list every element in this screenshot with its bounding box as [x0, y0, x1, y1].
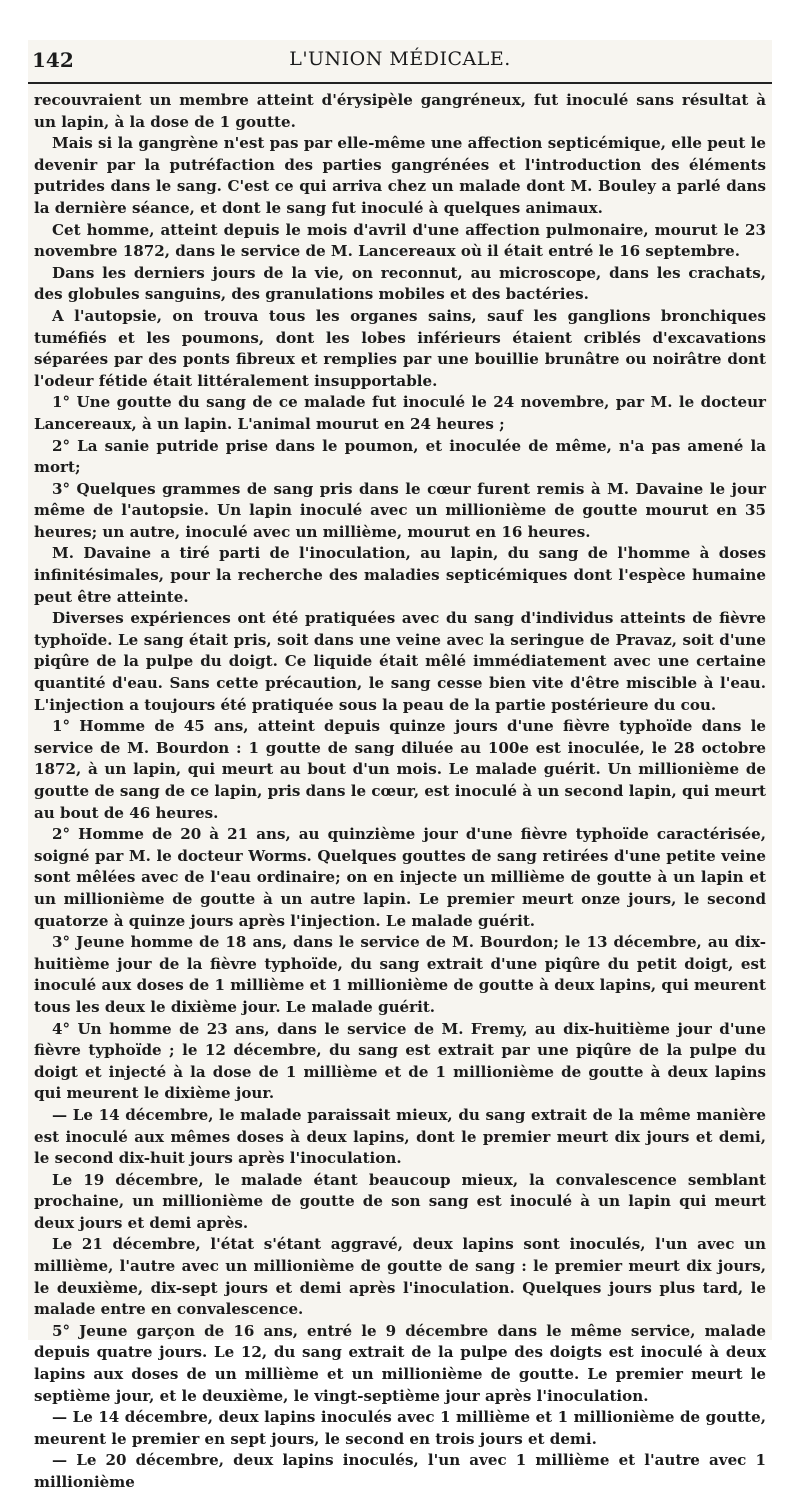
paragraph: 1° Homme de 45 ans, atteint depuis quinze jours d'une fièvre typhoïde dans le service de M. Bourdon : 1 goutte de sang diluée au 100e est inoculée, le 28 octobre 1872, à un lapin, qui meurt au bout d'un mois. Le malade guérit. Un millionième de goutte de sang de ce lapin, pris dans le cœur, est inoculé à un second lapin, qui meurt au bout de 46 heures. [34, 717, 766, 822]
paragraph: Le 21 décembre, l'état s'étant aggravé, deux lapins sont inoculés, l'un avec un millième, l'autre avec un millionième de goutte de sang : le premier meurt dix jours, le deuxième, dix-sept jours et demi après l'inoculation. Quelques jours plus tard, le malade entre en convalescence. [34, 1235, 766, 1319]
paragraph: 3° Quelques grammes de sang pris dans le cœur furent remis à M. Davaine le jour même de l'autopsie. Un lapin inoculé avec un millionième de goutte mourut en 35 heures; un autre, inoculé avec un millième, mourut en 16 heures. [34, 479, 766, 541]
paragraph: — Le 14 décembre, deux lapins inoculés avec 1 millième et 1 millionième de goutte, meurent le premier en sept jours, le second en trois jours et demi. [34, 1408, 766, 1448]
page-number: 142 [32, 48, 74, 72]
paragraph: Le 19 décembre, le malade étant beaucoup mieux, la convalescence semblant prochaine, un millionième de goutte de son sang est inoculé à un lapin qui meurt deux jours et demi après. [34, 1170, 766, 1232]
body-text [28, 84, 772, 1494]
paragraph: Cet homme, atteint depuis le mois d'avril d'une affection pulmonaire, mourut le 23 novembre 1872, dans le service de M. Lancereaux où il était entré le 16 septembre. [34, 220, 766, 261]
paragraph: 2° Homme de 20 à 21 ans, au quinzième jour d'une fièvre typhoïde caractérisée, soigné par M. le docteur Worms. Quelques gouttes de sang retirées d'une petite veine sont mêlées avec de l'eau ordinaire; on en injecte un millième de goutte à un lapin et un millionième de goutte à un autre lapin. Le premier meurt onze jours, le second quatorze à quinze jours après l'injection. Le malade guérit. [34, 825, 766, 930]
running-title: L'UNION MÉDICALE. [289, 48, 511, 70]
paragraph: 4° Un homme de 23 ans, dans le service de M. Fremy, au dix-huitième jour d'une fièvre typhoïde ; le 12 décembre, du sang est extrait par une piqûre de la pulpe du doigt et injecté à la dose de 1 millième et de 1 millionième de goutte à deux lapins qui meurent le dixième jour. [34, 1019, 766, 1103]
paragraph: Dans les derniers jours de la vie, on reconnut, au microscope, dans les crachats, des globules sanguins, des granulations mobiles et des bactéries. [34, 263, 766, 304]
paragraph: Mais si la gangrène n'est pas par elle-même une affection septicémique, elle peut le devenir par la putréfaction des parties gangrénées et l'introduction des éléments putrides dans le sang. C'est ce qui arriva chez un malade dont M. Bouley a parlé dans la dernière séance, et dont le sang fut inoculé à quelques animaux. [34, 134, 766, 217]
paragraph: Diverses expériences ont été pratiquées avec du sang d'individus atteints de fièvre typhoïde. Le sang était pris, soit dans une veine avec la seringue de Pravaz, soit d'une piqûre de la pulpe du doigt. Ce liquide était mêlé immédiatement avec une certaine quantité d'eau. Sans cette précaution, le sang cesse bien vite d'être miscible à l'eau. L'injection a toujours été pratiquée sous la peau de la partie postérieure du cou. [34, 609, 766, 714]
paragraph: — Le 20 décembre, deux lapins inoculés, l'un avec 1 millième et l'autre avec 1 millionième [34, 1451, 766, 1491]
paragraph: 1° Une goutte du sang de ce malade fut inoculé le 24 novembre, par M. le docteur Lancereaux, à un lapin. L'animal mourut en 24 heures ; [34, 393, 766, 433]
paragraph: 3° Jeune homme de 18 ans, dans le service de M. Bourdon; le 13 décembre, au dix-huitième jour de la fièvre typhoïde, du sang extrait d'une piqûre du petit doigt, est inoculé aux doses de 1 millième et 1 millionième de goutte à deux lapins, qui meurent tous les deux le dixième jour. Le malade guérit. [34, 933, 766, 1016]
paragraph: 2° La sanie putride prise dans le poumon, et inoculée de même, n'a pas amené la mort; [34, 436, 766, 477]
paragraph: — Le 14 décembre, le malade paraissait mieux, du sang extrait de la même manière est inoculé aux mêmes doses à deux lapins, dont le premier meurt dix jours et demi, le second dix-huit jours après l'inoculation. [34, 1105, 766, 1168]
paragraph: 5° Jeune garçon de 16 ans, entré le 9 décembre dans le même service, malade depuis quatre jours. Le 12, du sang extrait de la pulpe des doigts est inoculé à deux lapins aux doses de un millième et un millionième de goutte. Le premier meurt le septième jour, et le deuxième, le vingt-septième jour après l'inoculation. [34, 1321, 766, 1405]
paragraph: A l'autopsie, on trouva tous les organes sains, sauf les ganglions bronchiques tuméfiés et les poumons, dont les lobes inférieurs étaient criblés d'excavations séparées par des ponts fibreux et remplies par une bouillie brunâtre ou noirâtre dont l'odeur fétide était littéralement insupportable. [34, 306, 766, 390]
paragraph: recouvraient un membre atteint d'érysipèle gangréneux, fut inoculé sans résultat à un lapin, à la dose de 1 goutte. [34, 91, 766, 131]
paragraph: M. Davaine a tiré parti de l'inoculation, au lapin, du sang de l'homme à doses infinitésimales, pour la recherche des maladies septicémiques dont l'espèce humaine peut être atteinte. [34, 544, 766, 606]
document-page [28, 40, 772, 1491]
page-header [28, 40, 772, 84]
